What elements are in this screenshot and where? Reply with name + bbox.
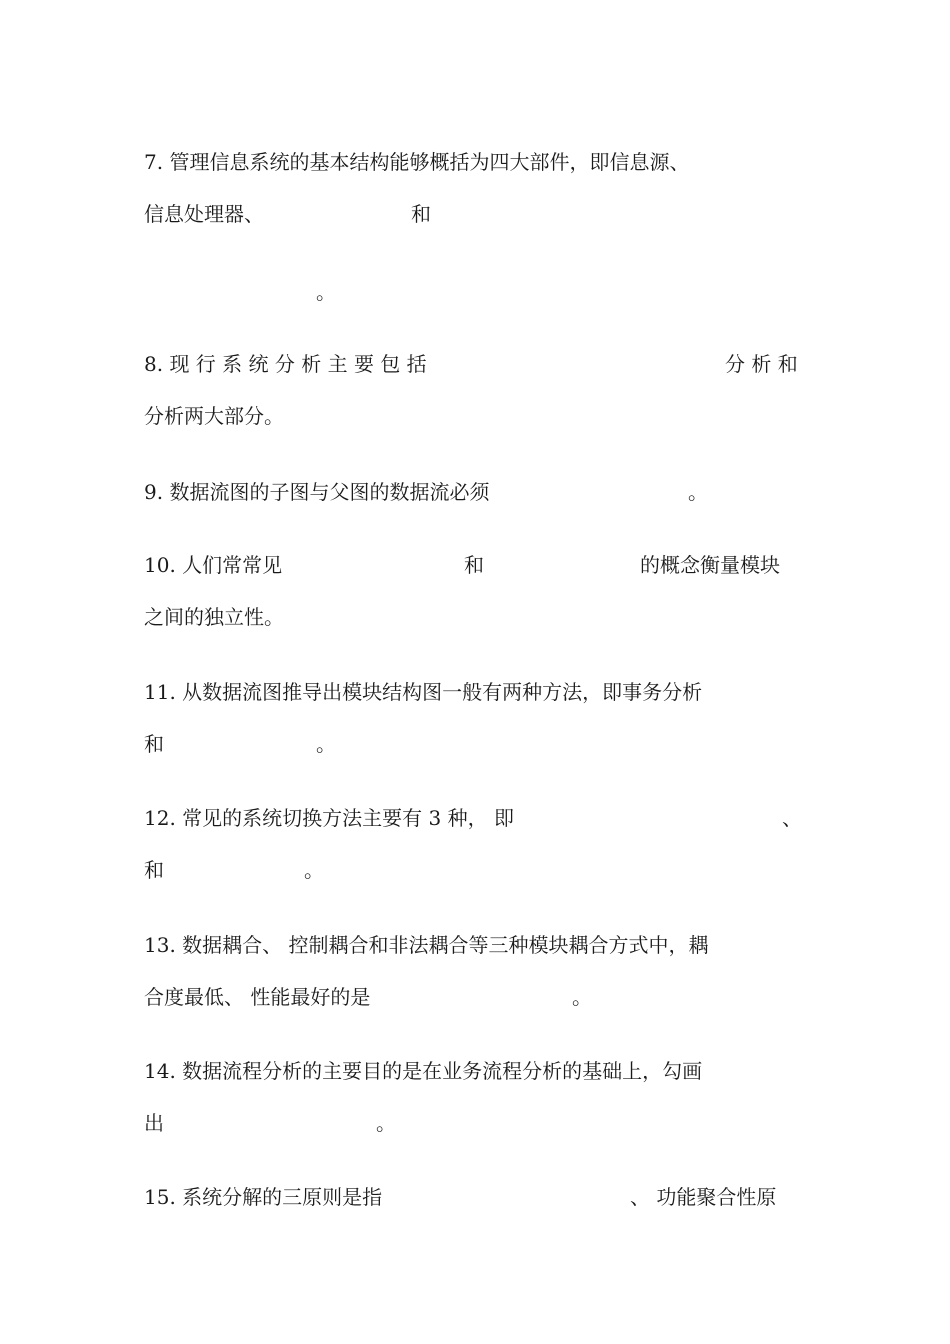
q10-line2: 之间的独立性。: [144, 605, 284, 629]
q13-line2-prefix: 合度最低、 性能最好的是: [144, 985, 371, 1009]
q9-line1: 9. 数据流图的子图与父图的数据流必须: [144, 480, 490, 504]
q15-line1-suffix: 、 功能聚合性原: [630, 1185, 777, 1209]
q12-line1-prefix: 12. 常见的系统切换方法主要有 3 种， 即: [144, 806, 514, 830]
q7-line1: 7. 管理信息系统的基本结构能够概括为四大部件，即信息源、: [144, 150, 690, 174]
q12-line2-and: 和: [144, 858, 164, 882]
q10-line1-suffix: 的概念衡量模块: [640, 553, 780, 577]
q10-line1-prefix: 10. 人们常常见: [144, 553, 283, 577]
q8-line2: 分析两大部分。: [144, 404, 284, 428]
q9-line1-period: 。: [688, 480, 708, 504]
q14-line2-prefix: 出: [144, 1111, 164, 1135]
q15-line1-prefix: 15. 系统分解的三原则是指: [144, 1185, 383, 1209]
q11-line1: 11. 从数据流图推导出模块结构图一般有两种方法，即事务分析: [144, 680, 703, 704]
q8-line1-suffix: 分 析 和: [725, 352, 798, 376]
q14-line2-period: 。: [376, 1111, 396, 1135]
q8-line1-prefix: 8. 现 行 系 统 分 析 主 要 包 括: [144, 352, 427, 376]
q14-line1: 14. 数据流程分析的主要目的是在业务流程分析的基础上，勾画: [144, 1059, 703, 1083]
q11-line2-period: 。: [316, 732, 336, 756]
q11-line2-and: 和: [144, 732, 164, 756]
q10-line1-and: 和: [464, 553, 484, 577]
q7-line2-and: 和: [411, 202, 431, 226]
q7-line3-period: 。: [316, 280, 336, 304]
q13-line2-period: 。: [572, 985, 592, 1009]
q13-line1: 13. 数据耦合、 控制耦合和非法耦合等三种模块耦合方式中，耦: [144, 933, 709, 957]
q12-line1-comma: 、: [782, 806, 802, 830]
q12-line2-period: 。: [304, 858, 324, 882]
q7-line2-prefix: 信息处理器、: [144, 202, 264, 226]
